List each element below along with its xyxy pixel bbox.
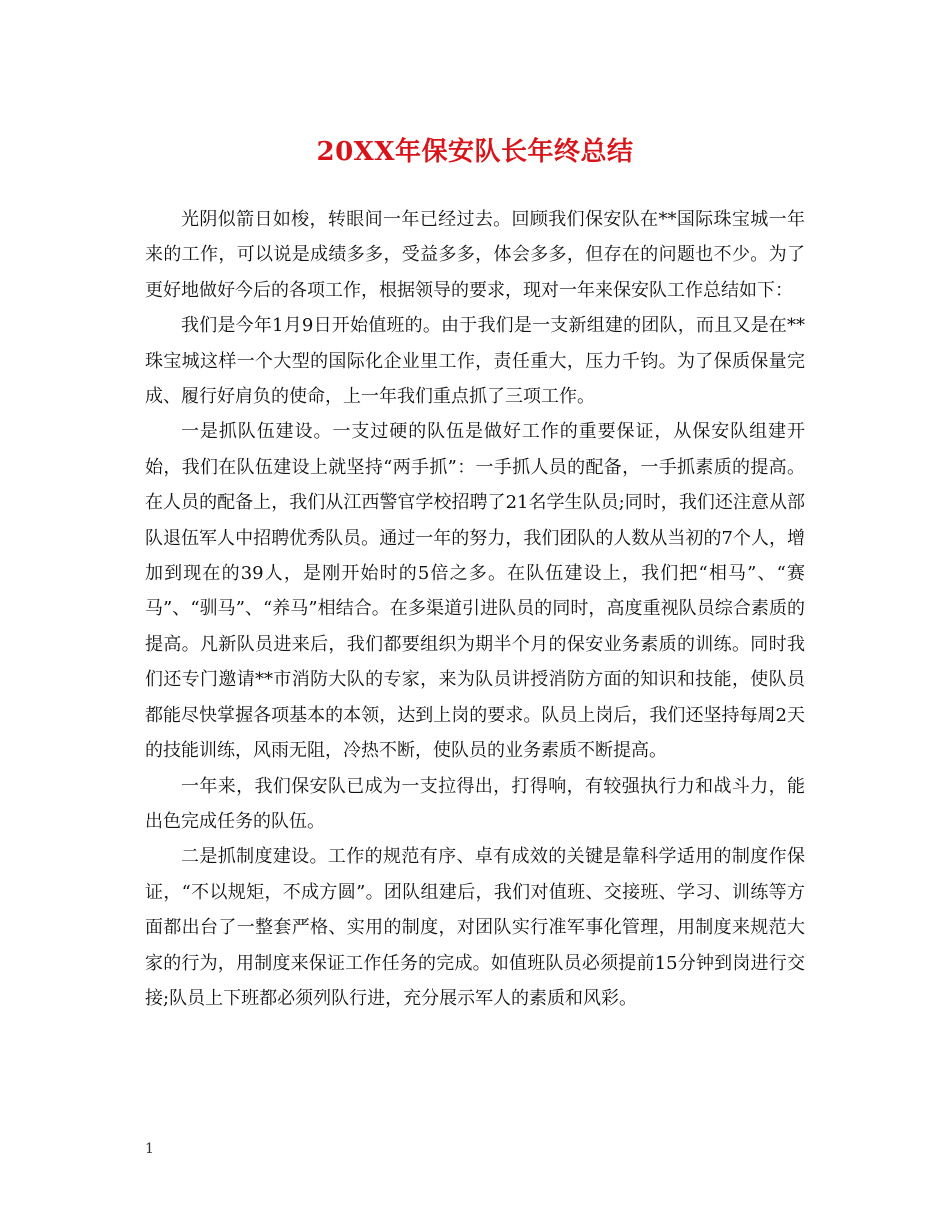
paragraph-start-of-duty: 我们是今年1月9日开始值班的。由于我们是一支新组建的团队，而且又是在**珠宝城这样一个大型的国际化企业里工作，责任重大，压力千钧。为了保质保量完成、履行好肩负的使命，上一年我们重点抓了三项工作。 bbox=[145, 315, 805, 408]
page-number: 1 bbox=[145, 1141, 154, 1157]
paragraph-team-result: 一年来，我们保安队已成为一支拉得出，打得响，有较强执行力和战斗力，能出色完成任务的队伍。 bbox=[145, 775, 805, 832]
paragraph-system-building: 二是抓制度建设。工作的规范有序、卓有成效的关键是靠科学适用的制度作保证，“不以规矩，不成方圆”。团队组建后，我们对值班、交接班、学习、训练等方面都出台了一整套严格、实用的制度，对团队实行准军事化管理，用制度来规范大家的行为，用制度来保证工作任务的完成。如值班队员必须提前15分钟到岗进行交接;队员上下班都必须列队行进，充分展示军人的素质和风彩。 bbox=[145, 846, 805, 1009]
document-title: 20XX年保安队长年终总结 bbox=[316, 137, 634, 167]
document-body bbox=[145, 202, 805, 1016]
paragraph-intro: 光阴似箭日如梭，转眼间一年已经过去。回顾我们保安队在**国际珠宝城一年来的工作，可以说是成绩多多，受益多多，体会多多，但存在的问题也不少。为了更好地做好今后的各项工作，根据领导的要求，现对一年来保安队工作总结如下： bbox=[145, 209, 805, 301]
paragraph-team-building: 一是抓队伍建设。一支过硬的队伍是做好工作的重要保证，从保安队组建开始，我们在队伍建设上就坚持“两手抓”：一手抓人员的配备，一手抓素质的提高。在人员的配备上，我们从江西警官学校招聘了21名学生队员;同时，我们还注意从部队退伍军人中招聘优秀队员。通过一年的努力，我们团队的人数从当初的7个人，增加到现在的39人，是刚开始时的5倍之多。在队伍建设上，我们把“相马”、“赛马”、“驯马”、“养马”相结合。在多渠道引进队员的同时，高度重视队员综合素质的提高。凡新队员进来后，我们都要组织为期半个月的保安业务素质的训练。同时我们还专门邀请**市消防大队的专家，来为队员讲授消防方面的知识和技能，使队员都能尽快掌握各项基本的本领，达到上岗的要求。队员上岗后，我们还坚持每周2天的技能训练，风雨无阻，冷热不断，使队员的业务素质不断提高。 bbox=[145, 421, 805, 762]
